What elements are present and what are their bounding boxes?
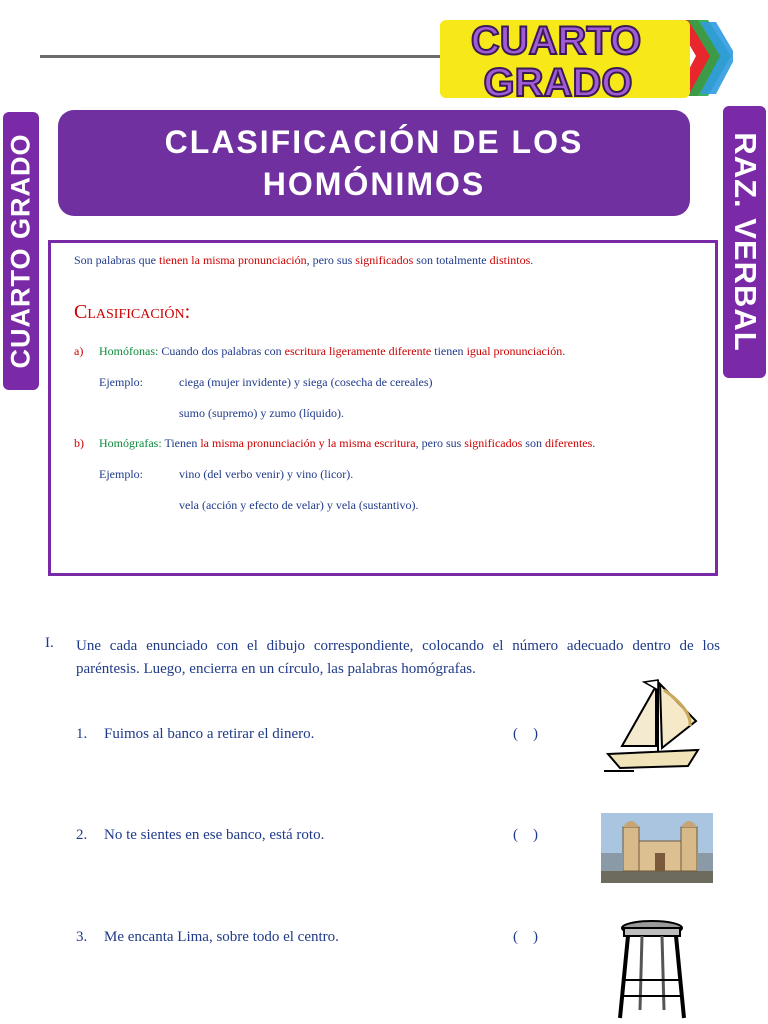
clasificacion-heading: Clasificación: bbox=[74, 301, 191, 323]
side-label-right bbox=[723, 106, 766, 378]
cathedral-photo bbox=[601, 813, 713, 883]
example-a2: sumo (supremo) y zumo (líquido). bbox=[179, 406, 344, 420]
item-1-number: 1. bbox=[76, 726, 88, 742]
item-2-text: No te sientes en ese banco, está roto. bbox=[104, 827, 325, 843]
item-3-text: Me encanta Lima, sobre todo el centro. bbox=[104, 929, 339, 945]
example-label-b: Ejemplo: bbox=[99, 467, 143, 481]
definition-box bbox=[48, 240, 718, 576]
title-line1: CLASIFICACIÓN DE LOS bbox=[164, 124, 584, 160]
example-b1: vino (del verbo venir) y vino (licor). bbox=[179, 467, 354, 481]
exercise-number: I. bbox=[45, 635, 54, 651]
cuarto-grado-logo bbox=[438, 8, 733, 108]
item-2-number: 2. bbox=[76, 827, 88, 843]
example-label-a: Ejemplo: bbox=[99, 375, 143, 389]
side-right-text: RAZ. VERBAL bbox=[727, 132, 763, 352]
exercise-instruction: Une cada enunciado con el dibujo correspondiente, colocando el número adecuado dentro de los paréntesis. Luego, encierra en un círculo, las palabras homógrafas. bbox=[76, 638, 720, 677]
title-line2: HOMÓNIMOS bbox=[262, 166, 486, 202]
item-b: b) bbox=[74, 436, 84, 450]
example-a1: ciega (mujer invidente) y siega (cosecha de cereales) bbox=[179, 375, 433, 389]
logo-line1: CUARTO bbox=[470, 19, 642, 63]
definition-text: Son palabras que tienen la misma pronunciación, pero sus significados son totalmente distintos. bbox=[74, 253, 534, 267]
top-rule bbox=[40, 55, 450, 58]
answer-blank-1[interactable]: ( ) bbox=[513, 726, 538, 742]
side-label-left bbox=[3, 112, 39, 390]
answer-blank-2[interactable]: ( ) bbox=[513, 827, 538, 843]
stool-icon bbox=[612, 918, 692, 1024]
item-3-number: 3. bbox=[76, 929, 88, 945]
answer-blank-3[interactable]: ( ) bbox=[513, 929, 538, 945]
item-b-text: Homógrafas: Tienen la misma pronunciación y la misma escritura, pero sus significados son diferentes. bbox=[99, 436, 596, 450]
sailboat-icon bbox=[600, 676, 706, 774]
item-a: a) bbox=[74, 344, 84, 358]
logo-line2: GRADO bbox=[483, 61, 633, 105]
side-left-text: CUARTO GRADO bbox=[5, 133, 36, 369]
title-banner bbox=[58, 110, 690, 216]
item-a-text: Homófonas: Cuando dos palabras con escritura ligeramente diferente tienen igual pronunciación. bbox=[99, 344, 566, 358]
item-1-text: Fuimos al banco a retirar el dinero. bbox=[104, 726, 315, 742]
example-b2: vela (acción y efecto de velar) y vela (sustantivo). bbox=[179, 498, 419, 512]
